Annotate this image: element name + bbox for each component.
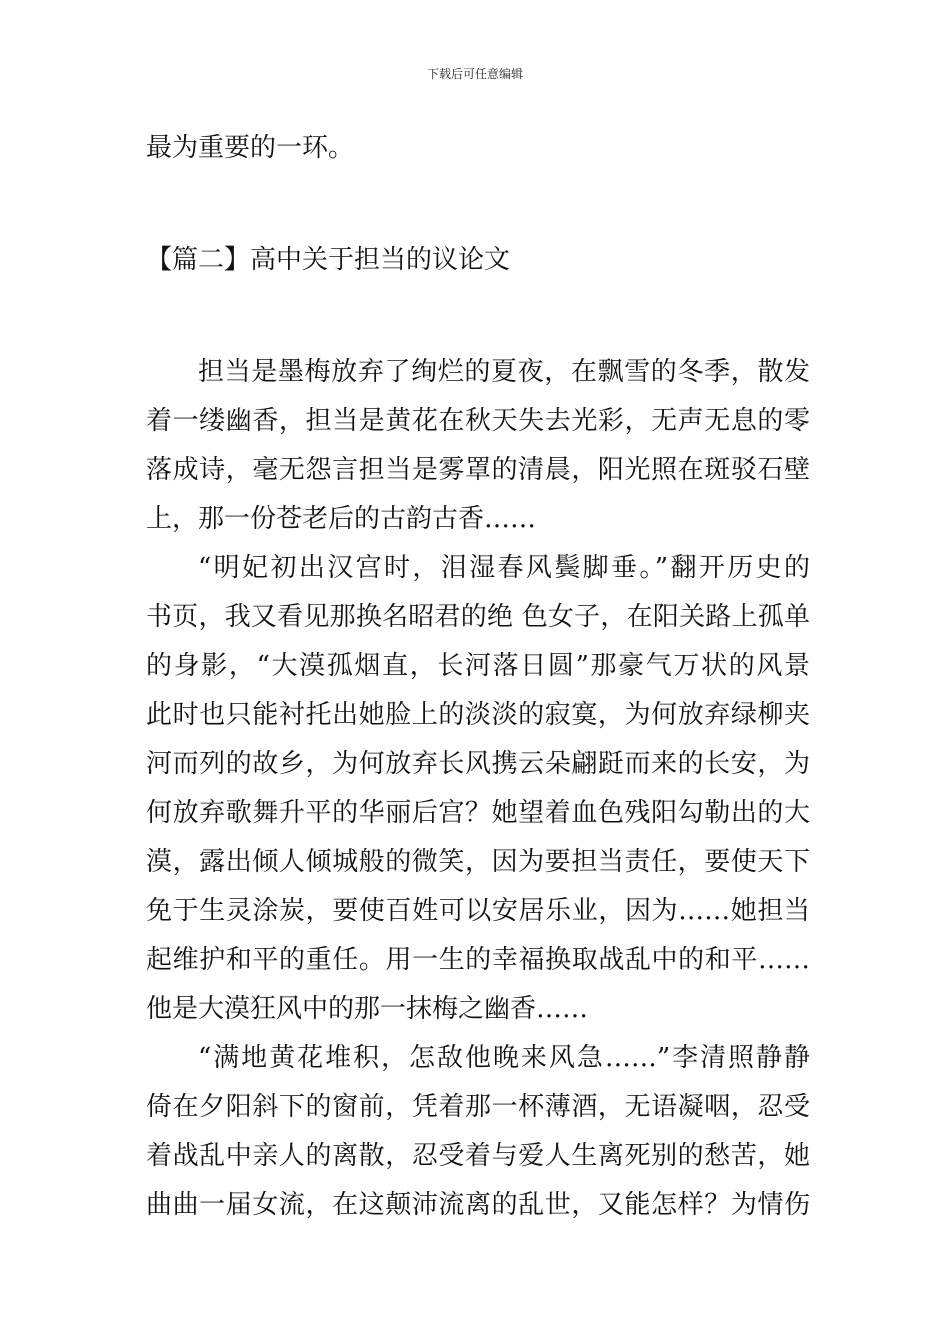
paragraph-line: 上，那一份苍老后的古韵古香……: [146, 504, 537, 534]
paragraph-line: 免于生灵涂炭，要使百姓可以安居乐业，因为……她担当: [146, 896, 810, 926]
paragraph-line: 担当是墨梅放弃了绚烂的夏夜，在飘雪的冬季，散发: [198, 357, 810, 387]
spacer: [146, 280, 810, 348]
paragraph-line: 倚在夕阳斜下的窗前，凭着那一杯薄酒，无语凝咽，忍受: [146, 1092, 810, 1122]
paragraph-line: 他是大漠狂风中的那一抹梅之幽香……: [146, 994, 589, 1024]
paragraph-3: [146, 1034, 810, 1230]
paragraph-line: 漠，露出倾人倾城般的微笑，因为要担当责任，要使天下: [146, 847, 810, 877]
document-body: [146, 128, 810, 1230]
page-header: 下载后可任意编辑: [426, 67, 523, 81]
paragraph-line: 何放弃歌舞升平的华丽后宫？她望着血色残阳勾勒出的大: [146, 798, 810, 828]
paragraph-line: 河而列的故乡，为何放弃长风携云朵翩跹而来的长安，为: [146, 749, 810, 779]
paragraph-1: [146, 348, 810, 544]
spacer: [146, 168, 810, 240]
opening-line: 最为重要的一环。: [146, 133, 355, 163]
paragraph-line: 落成诗，毫无怨言担当是雾罩的清晨，阳光照在斑驳石壁: [146, 455, 810, 485]
paragraph-2: [146, 544, 810, 1034]
paragraph-line: 书页，我又看见那换名昭君的绝 色女子，在阳关路上孤单: [146, 602, 810, 632]
paragraph-line: 的身影，“大漠孤烟直，长河落日圆”那豪气万状的风景: [146, 651, 810, 681]
paragraph-line: 曲曲一届女流，在这颠沛流离的乱世，又能怎样？为情伤: [146, 1190, 810, 1220]
paragraph-line: “明妃初出汉宫时，泪湿春风鬓脚垂。”翻开历史的: [198, 553, 810, 583]
paragraph-line: 此时也只能衬托出她脸上的淡淡的寂寞，为何放弃绿柳夹: [146, 700, 810, 730]
section-title: 【篇二】高中关于担当的议论文: [146, 245, 511, 275]
paragraph-line: 着一缕幽香，担当是黄花在秋天失去光彩，无声无息的零: [146, 406, 810, 436]
paragraph-line: 起维护和平的重任。用一生的幸福换取战乱中的和平……: [146, 945, 810, 975]
paragraph-line: “满地黄花堆积，怎敌他晚来风急……”李清照静静: [198, 1043, 810, 1073]
paragraph-line: 着战乱中亲人的离散，忍受着与爱人生离死别的愁苦，她: [146, 1141, 810, 1171]
